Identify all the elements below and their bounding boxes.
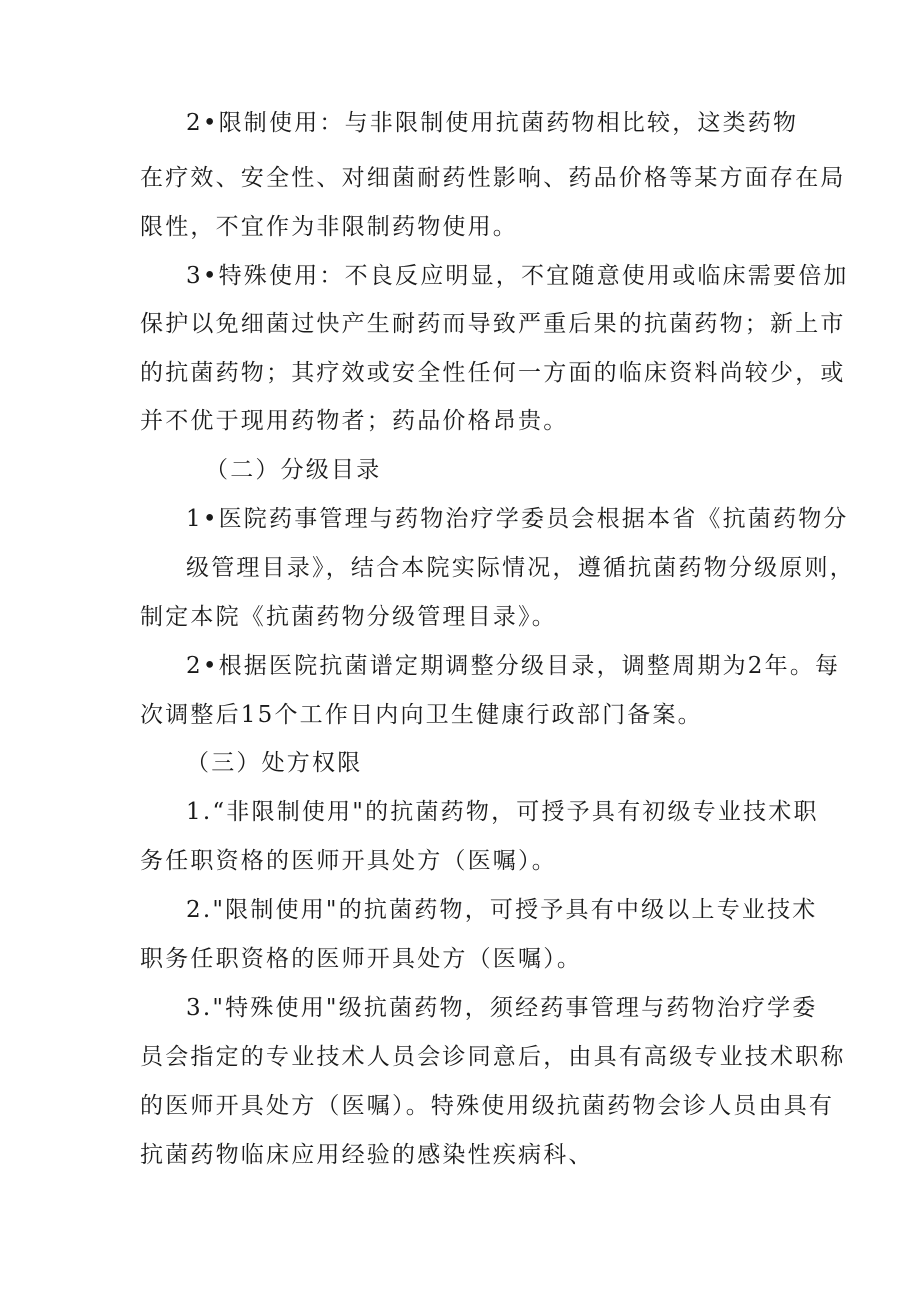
paragraph-line: 保护以免细菌过快产生耐药而导致严重后果的抗菌药物；新上市 [140, 311, 846, 337]
paragraph-line: 2•限制使用：与非限制使用抗菌药物相比较，这类药物 [186, 110, 799, 136]
paragraph-line: 次调整后15个工作日内向卫生健康行政部门备案。 [140, 702, 703, 728]
paragraph-line: 2•根据医院抗菌谱定期调整分级目录，调整周期为2年。每 [186, 653, 841, 679]
paragraph-line: 并不优于现用药物者；药品价格昂贵。 [140, 408, 569, 434]
paragraph-line: 的医师开具处方（医嘱）。特殊使用级抗菌药物会诊人员由具有 [140, 1093, 835, 1119]
paragraph-line: 1•医院药事管理与药物治疗学委员会根据本省《抗菌药物分 [186, 506, 849, 532]
paragraph-line: 在疗效、安全性、对细菌耐药性影响、药品价格等某方面存在局 [140, 165, 846, 191]
paragraph-line: 级管理目录》，结合本院实际情况，遵循抗菌药物分级原则， [186, 555, 855, 581]
paragraph-line: 3•特殊使用：不良反应明显，不宜随意使用或临床需要倍加 [186, 263, 849, 289]
paragraph-line: 限性，不宜作为非限制药物使用。 [140, 214, 518, 240]
section-heading: （三）处方权限 [186, 750, 363, 776]
paragraph-line: 3."特殊使用"级抗菌药物，须经药事管理与药物治疗学委 [186, 995, 818, 1021]
paragraph-line: 1.“非限制使用"的抗菌药物，可授予具有初级专业技术职 [186, 799, 819, 825]
paragraph-line: 员会指定的专业技术人员会诊同意后，由具有高级专业技术职称 [140, 1044, 846, 1070]
paragraph-line: 务任职资格的医师开具处方（医嘱）。 [140, 848, 557, 874]
paragraph-line: 制定本院《抗菌药物分级管理目录》。 [140, 604, 557, 630]
paragraph-line: 职务任职资格的医师开具处方（医嘱）。 [140, 946, 583, 972]
paragraph-line: 抗菌药物临床应用经验的感染性疾病科、 [140, 1142, 594, 1168]
paragraph-line: 2."限制使用"的抗菌药物，可授予具有中级以上专业技术 [186, 897, 818, 923]
paragraph-line: 的抗菌药物；其疗效或安全性任何一方面的临床资料尚较少，或 [140, 360, 846, 386]
section-heading: （二）分级目录 [205, 457, 382, 483]
